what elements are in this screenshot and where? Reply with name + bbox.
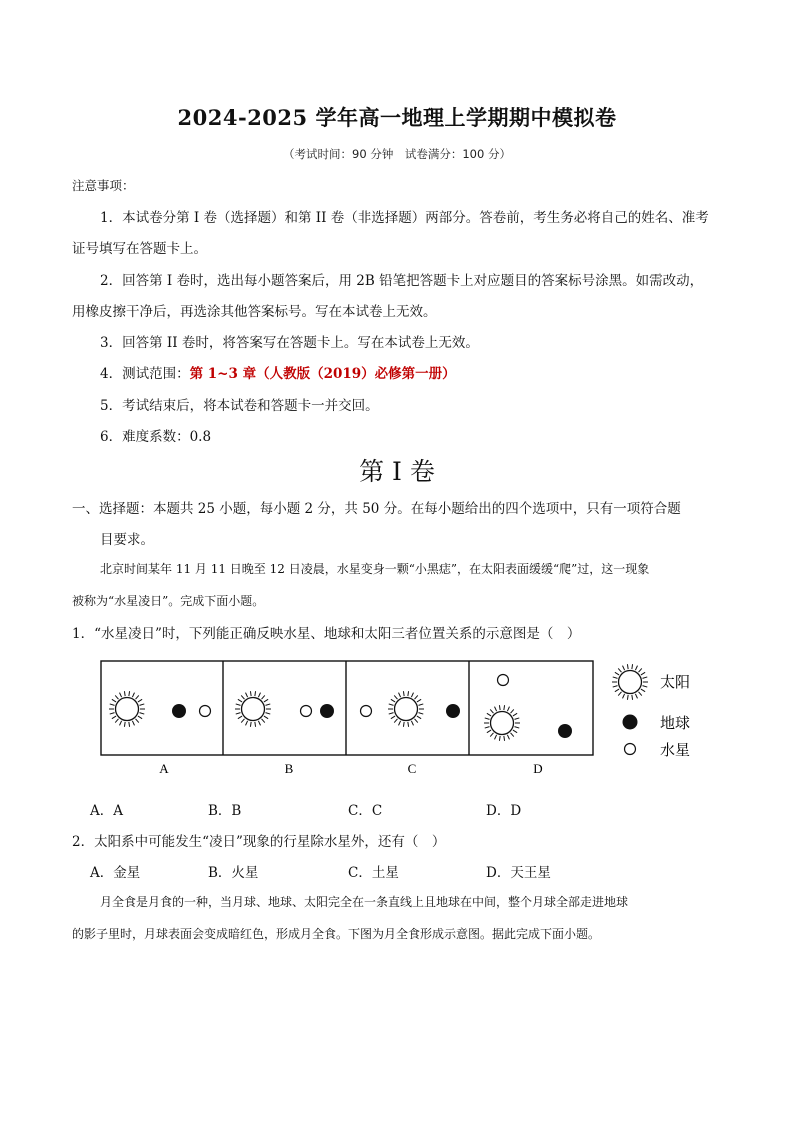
panel-c-mercury-icon — [361, 706, 372, 717]
panel-c-earth-icon — [446, 704, 460, 718]
panel-d-earth-icon — [558, 724, 572, 738]
q2-option-a[interactable]: A．金星 — [90, 865, 141, 881]
passage2-line-2: 的影子里时，月球表面会变成暗红色，形成月全食。下图为月全食形成示意图。据此完成下面小题。 — [72, 927, 601, 941]
q1-option-d[interactable]: D．D — [486, 803, 522, 819]
q1-option-b[interactable]: B．B — [208, 803, 242, 819]
panel-label-d: D — [533, 761, 543, 776]
passage1-line-1: 北京时间某年 11 月 11 日晚至 12 日凌晨，水星变身一颗“小黑痣”，在太阳表面缓缓“爬”过，这一现象 — [100, 562, 650, 576]
passage1-line-2: 被称为“水星凌日”。完成下面小题。 — [72, 594, 265, 608]
note-6: 6．难度系数：0.8 — [100, 429, 212, 445]
exam-title: 2024-2025 学年高一地理上学期期中模拟卷 — [177, 105, 617, 130]
test-range: 第 1~3 章（人教版（2019）必修第一册） — [189, 366, 456, 382]
panel-a-earth-icon — [172, 704, 186, 718]
legend-sun-label: 太阳 — [660, 673, 691, 691]
legend-mercury-label: 水星 — [660, 741, 691, 759]
passage2-line-1: 月全食是月食的一种，当月球、地球、太阳完全在一条直线上且地球在中间，整个月球全部走进地球 — [100, 895, 629, 909]
note-2-line-1: 2．回答第 I 卷时，选出每小题答案后，用 2B 铅笔把答题卡上对应题目的答案标号涂黑。如需改动， — [100, 273, 704, 289]
q2-option-b[interactable]: B．火星 — [208, 865, 259, 881]
transit-diagram — [96, 655, 726, 780]
legend-earth-label: 地球 — [660, 714, 691, 732]
panel-a-sun-icon — [109, 691, 145, 727]
panel-a-mercury-icon — [200, 706, 211, 717]
note-3: 3．回答第 II 卷时，将答案写在答题卡上。写在本试卷上无效。 — [100, 335, 479, 351]
section-title: 第 I 卷 — [359, 457, 435, 486]
notes-heading: 注意事项： — [72, 178, 135, 193]
legend-sun-icon — [612, 664, 648, 700]
note-5: 5．考试结束后，将本试卷和答题卡一并交回。 — [100, 398, 379, 414]
note-4 — [100, 362, 456, 382]
panel-c-sun-icon — [388, 691, 424, 727]
panel-b-earth-icon — [320, 704, 334, 718]
q1-option-c[interactable]: C．C — [348, 803, 383, 819]
panel-d-mercury-icon — [498, 675, 509, 686]
part1-instruction-line-1: 一、选择题：本题共 25 小题，每小题 2 分，共 50 分。在每小题给出的四个选项中，只有一项符合题 — [72, 501, 681, 517]
panel-label-b: B — [284, 761, 294, 776]
note-4-prefix: 4．测试范围： — [100, 366, 190, 382]
question-1-stem: 1．“水星凌日”时，下列能正确反映水星、地球和太阳三者位置关系的示意图是（ ） — [72, 626, 581, 642]
panel-label-a: A — [159, 761, 169, 776]
part1-instruction-line-2: 目要求。 — [100, 532, 154, 548]
panel-label-c: C — [407, 761, 417, 776]
exam-subtitle: （考试时间：90 分钟 试卷满分：100 分） — [283, 147, 511, 161]
q2-option-d[interactable]: D．天王星 — [486, 865, 551, 881]
note-1-line-2: 证号填写在答题卡上。 — [72, 241, 207, 257]
panel-b-sun-icon — [235, 691, 271, 727]
question-2-stem: 2．太阳系中可能发生“凌日”现象的行星除水星外，还有（ ） — [72, 834, 446, 850]
legend-mercury-icon — [625, 744, 636, 755]
q1-option-a[interactable]: A．A — [90, 803, 123, 819]
q2-option-c[interactable]: C．土星 — [348, 865, 399, 881]
note-1-line-1: 1．本试卷分第 I 卷（选择题）和第 II 卷（非选择题）两部分。答卷前，考生务必将自己的姓名、准考 — [100, 210, 709, 226]
panel-d-sun-icon — [484, 705, 520, 741]
legend-earth-icon — [623, 715, 638, 730]
panel-b-mercury-icon — [301, 706, 312, 717]
note-2-line-2: 用橡皮擦干净后，再选涂其他答案标号。写在本试卷上无效。 — [72, 304, 437, 320]
